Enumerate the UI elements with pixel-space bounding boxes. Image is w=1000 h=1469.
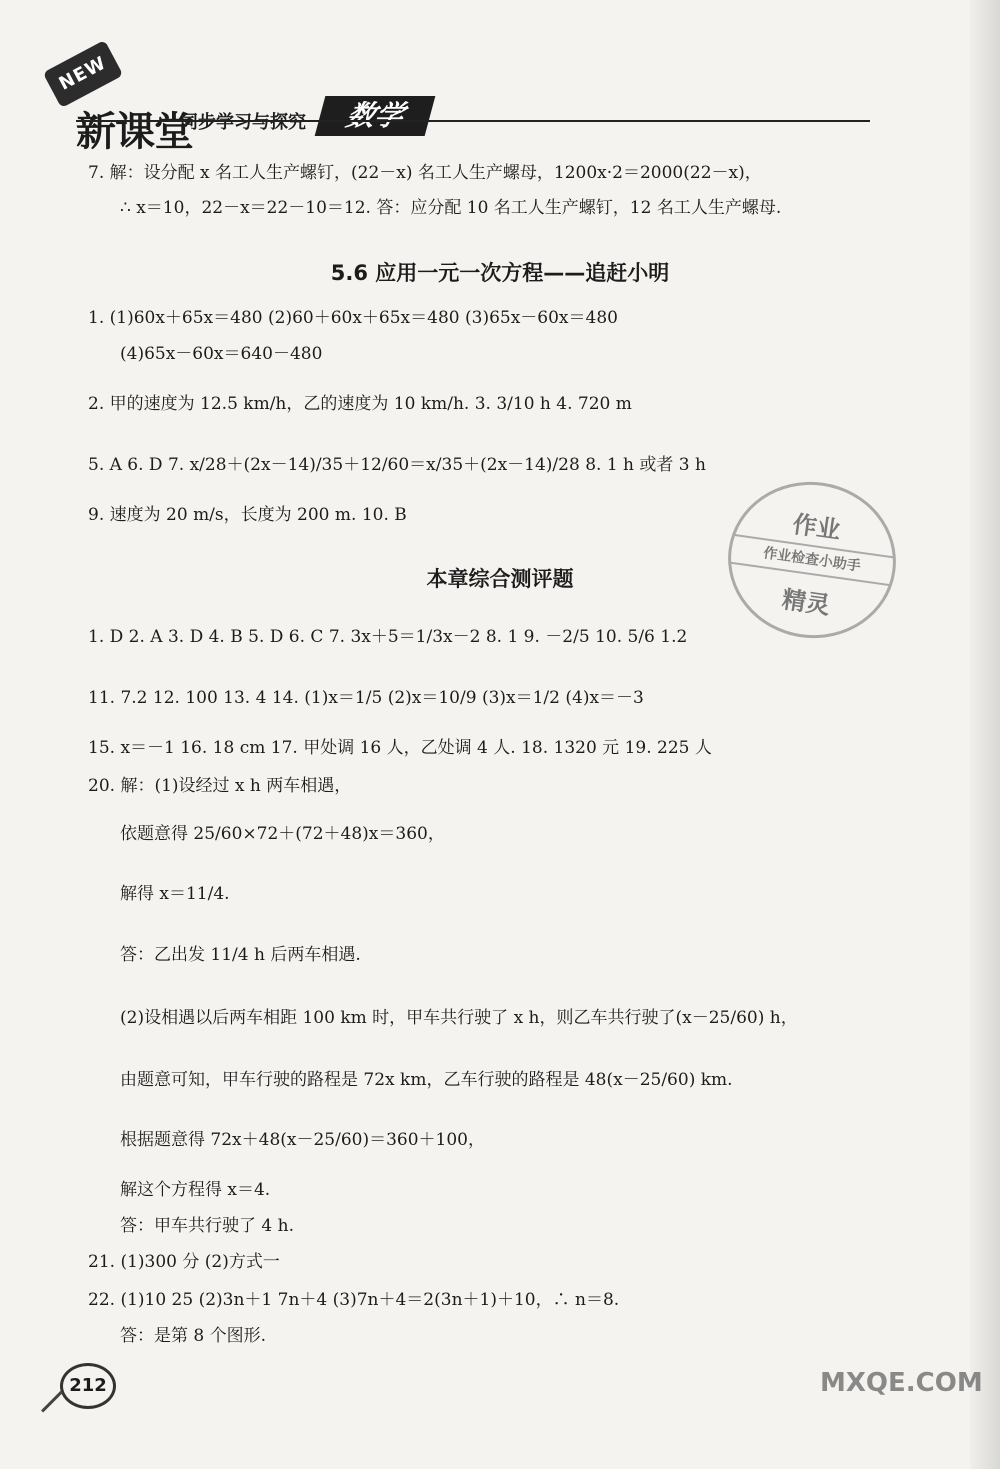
brand-title: 新课堂 xyxy=(76,108,193,155)
answer-line: 15. x＝－1 16. 18 cm 17. 甲处调 16 人，乙处调 4 人. 18. 1320 元 19. 225 人 xyxy=(88,738,712,758)
answer-line: 解这个方程得 x＝4. xyxy=(120,1180,271,1200)
page-number: 212 xyxy=(60,1363,116,1409)
section-title: 本章综合测评题 xyxy=(426,567,574,591)
answer-line: 根据题意得 72x＋48(x－25/60)＝360＋100， xyxy=(120,1130,485,1150)
new-badge: NEW xyxy=(43,40,124,108)
answer-line: 22. (1)10 25 (2)3n＋1 7n＋4 (3)7n＋4＝2(3n＋1)＋10，∴ n＝8. xyxy=(88,1290,620,1310)
answer-line: 11. 7.2 12. 100 13. 4 14. (1)x＝1/5 (2)x＝10/9 (3)x＝1/2 (4)x＝－3 xyxy=(88,688,644,708)
answer-line: 5. A 6. D 7. x/28＋(2x－14)/35＋12/60＝x/35＋(2x－14)/28 8. 1 h 或者 3 h xyxy=(88,455,706,475)
stamp-band: 作业检查小助手 xyxy=(730,534,895,586)
stamp-top: 作业 xyxy=(790,510,843,545)
answer-line: 1. D 2. A 3. D 4. B 5. D 6. C 7. 3x＋5＝1/3x－2 8. 1 9. －2/5 10. 5/6 1.2 xyxy=(88,627,688,647)
page-header xyxy=(40,40,870,155)
answer-line: 答：是第 8 个图形. xyxy=(120,1326,267,1346)
brand-subtitle: 同步学习与探究 xyxy=(180,112,306,133)
answer-line: 20. 解：(1)设经过 x h 两车相遇， xyxy=(88,776,352,796)
section-title: 5.6 应用一元一次方程——追赶小明 xyxy=(330,261,670,285)
stamp-seal xyxy=(718,471,906,649)
subject-label: 数学 xyxy=(315,96,436,136)
answer-line: 答：乙出发 11/4 h 后两车相遇. xyxy=(120,945,361,965)
answer-line: 由题意可知，甲车行驶的路程是 72x km，乙车行驶的路程是 48(x－25/60) km. xyxy=(120,1070,733,1090)
site-watermark: MXQE.COM xyxy=(820,1368,983,1398)
magnifier-icon xyxy=(41,1391,63,1413)
answer-line: 2. 甲的速度为 12.5 km/h，乙的速度为 10 km/h. 3. 3/10 h 4. 720 m xyxy=(88,394,632,414)
answer-line: 7. 解：设分配 x 名工人生产螺钉，(22－x) 名工人生产螺母，1200x·2＝2000(22－x)， xyxy=(88,163,762,183)
answer-line: 1. (1)60x＋65x＝480 (2)60＋60x＋65x＝480 (3)65x－60x＝480 xyxy=(88,308,618,328)
header-rule xyxy=(76,120,870,122)
answer-line: 9. 速度为 20 m/s，长度为 200 m. 10. B xyxy=(88,505,407,525)
answer-line: 解得 x＝11/4. xyxy=(120,884,230,904)
answer-line: 依题意得 25/60×72＋(72＋48)x＝360， xyxy=(120,824,445,844)
answer-line: (4)65x－60x＝640－480 xyxy=(120,344,323,364)
answer-line: ∴ x＝10，22－x＝22－10＝12. 答：应分配 10 名工人生产螺钉，12 名工人生产螺母. xyxy=(120,198,782,218)
stamp-bottom: 精灵 xyxy=(780,585,832,620)
page-edge xyxy=(970,0,1000,1469)
answer-line: 答：甲车共行驶了 4 h. xyxy=(120,1216,294,1236)
answer-line: (2)设相遇以后两车相距 100 km 时，甲车共行驶了 x h，则乙车共行驶了(x－25/60) h， xyxy=(120,1008,798,1028)
answer-line: 21. (1)300 分 (2)方式一 xyxy=(88,1252,280,1272)
